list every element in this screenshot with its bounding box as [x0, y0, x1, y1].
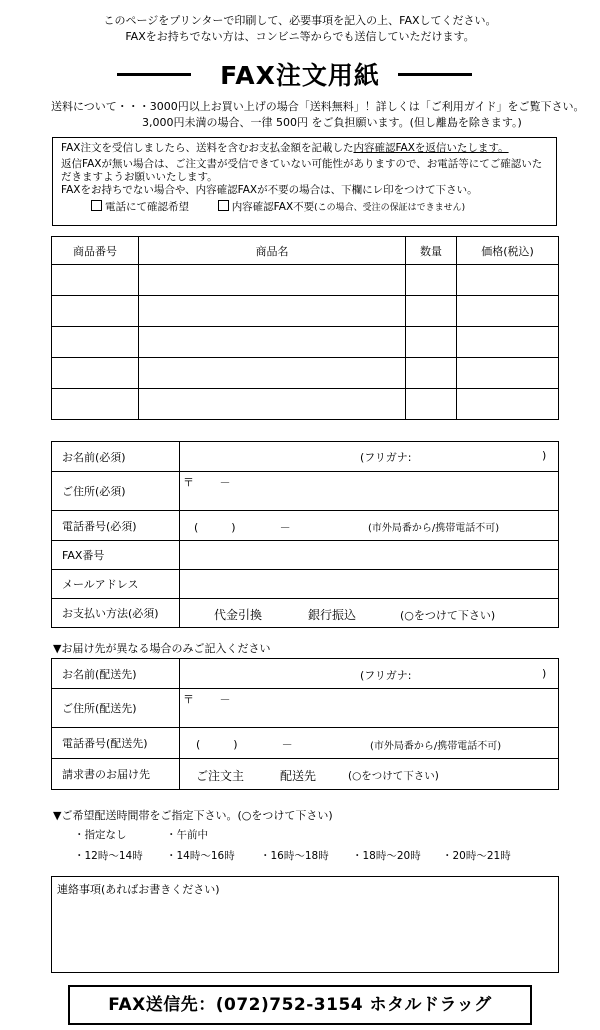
product-name-cell[interactable] [139, 296, 406, 327]
delivery-name-label: お名前(配送先) [52, 659, 180, 689]
shipping-line-2: 3,000円未満の場合、一律 500円 をご負担願います。(但し離島を除きます。) [142, 116, 522, 129]
payment-label: お支払い方法(必須) [52, 599, 180, 628]
furigana-label: (フリガナ: [360, 451, 412, 464]
intro-line-1: このページをプリンターで印刷して、必要事項を記入の上、FAXしてください。 [103, 14, 497, 27]
delivery-postal-mark: 〒 － [183, 693, 231, 706]
email-field[interactable] [180, 570, 559, 599]
notice-text-3: FAXをお持ちでない場合や、内容確認FAXが不要の場合は、下欄にレ印をつけて下さい。 [61, 184, 478, 196]
delivery-address-field[interactable] [180, 689, 559, 728]
product-name-cell[interactable] [139, 389, 406, 420]
delivery-phone-label: 電話番号(配送先) [52, 728, 180, 759]
product-code-cell[interactable] [52, 327, 139, 358]
header-product-name: 商品名 [139, 237, 406, 265]
product-code-cell[interactable] [52, 265, 139, 296]
phone-confirm-checkbox[interactable] [91, 200, 102, 211]
product-row [52, 327, 559, 358]
quantity-cell[interactable] [406, 358, 457, 389]
price-cell[interactable] [457, 327, 559, 358]
invoice-label: 請求書のお届け先 [52, 759, 180, 790]
product-row [52, 358, 559, 389]
email-label: メールアドレス [52, 570, 180, 599]
notice-text-1: FAX注文を受信しましたら、送料を含むお支払金額を記載した [61, 142, 354, 154]
payment-cod[interactable]: 代金引換 [214, 608, 263, 622]
product-table [51, 236, 559, 420]
no-fax-checkbox[interactable] [218, 200, 229, 211]
header-product-code: 商品番号 [52, 237, 139, 265]
invoice-opt-recipient[interactable]: 配送先 [280, 769, 317, 783]
name-field[interactable] [180, 442, 559, 472]
memo-label: 連絡事項(あればお書きください) [57, 883, 220, 896]
invoice-field[interactable] [180, 759, 559, 790]
postal-mark: 〒 － [183, 476, 231, 489]
phone-format: ( ) － [194, 521, 291, 534]
product-name-cell[interactable] [139, 358, 406, 389]
product-row [52, 265, 559, 296]
time-slot-18-20[interactable]: ・18時～20時 [352, 850, 421, 862]
delivery-furigana-close: ) [542, 667, 547, 680]
time-opt-none[interactable]: ・指定なし [74, 829, 127, 841]
invoice-opt-orderer[interactable]: ご注文主 [196, 769, 245, 783]
product-name-cell[interactable] [139, 265, 406, 296]
product-code-cell[interactable] [52, 358, 139, 389]
delivery-address-label: ご住所(配送先) [52, 689, 180, 728]
shipping-line-1: 送料について・・・3000円以上お買い上げの場合「送料無料」！詳しくは「ご利用ガイド」をご覧下さい。 [51, 100, 585, 113]
intro-line-2: FAXをお持ちでない方は、コンビニ等からでも送信していただけます。 [125, 30, 475, 43]
fax-destination: FAX送信先：(072)752-3154 ホタルドラッグ [68, 985, 532, 1025]
address-field[interactable] [180, 472, 559, 511]
no-fax-note: (この場合、受注の保証はできません) [314, 203, 466, 213]
invoice-note: (○をつけて下さい) [348, 770, 439, 782]
price-cell[interactable] [457, 296, 559, 327]
phone-confirm-label: 電話にて確認希望 [105, 201, 189, 213]
no-fax-label: 内容確認FAX不要 [231, 201, 315, 213]
fax-label: FAX番号 [52, 541, 180, 570]
payment-note: (○をつけて下さい) [400, 609, 496, 622]
delivery-phone-field[interactable] [180, 728, 559, 759]
form-title [0, 56, 600, 90]
delivery-furigana-label: (フリガナ: [360, 669, 412, 682]
phone-note: (市外局番から/携帯電話不可) [368, 523, 500, 534]
product-code-cell[interactable] [52, 389, 139, 420]
phone-field[interactable] [180, 511, 559, 541]
customer-table [51, 441, 559, 628]
time-opt-am[interactable]: ・午前中 [166, 829, 208, 841]
phone-label: 電話番号(必須) [52, 511, 180, 541]
quantity-cell[interactable] [406, 296, 457, 327]
notice-box [52, 137, 557, 226]
time-slot-20-21[interactable]: ・20時～21時 [442, 850, 511, 862]
address-label: ご住所(必須) [52, 472, 180, 511]
time-slot-16-18[interactable]: ・16時～18時 [260, 850, 329, 862]
price-cell[interactable] [457, 265, 559, 296]
delivery-name-field[interactable] [180, 659, 559, 689]
time-heading: ▼ご希望配送時間帯をご指定下さい。(○をつけて下さい) [53, 809, 333, 822]
fax-field[interactable] [180, 541, 559, 570]
delivery-phone-note: (市外局番から/携帯電話不可) [370, 741, 502, 752]
delivery-table [51, 658, 559, 790]
header-price: 価格(税込) [457, 237, 559, 265]
title-rule-right [398, 73, 472, 76]
payment-bank[interactable]: 銀行振込 [308, 608, 357, 622]
payment-field[interactable] [180, 599, 559, 628]
time-slot-12-14[interactable]: ・12時～14時 [74, 850, 143, 862]
product-row [52, 296, 559, 327]
furigana-close: ) [542, 449, 547, 462]
price-cell[interactable] [457, 389, 559, 420]
notice-text-2: 返信FAXが無い場合は、ご注文書が受信できていない可能性がありますので、お電話等にてご確認いただきますようお願いいたします。 [61, 158, 543, 183]
quantity-cell[interactable] [406, 389, 457, 420]
product-row [52, 389, 559, 420]
quantity-cell[interactable] [406, 265, 457, 296]
quantity-cell[interactable] [406, 327, 457, 358]
product-name-cell[interactable] [139, 327, 406, 358]
name-label: お名前(必須) [52, 442, 180, 472]
page-title: FAX注文用紙 [220, 61, 380, 90]
product-code-cell[interactable] [52, 296, 139, 327]
price-cell[interactable] [457, 358, 559, 389]
delivery-heading: ▼お届け先が異なる場合のみご記入ください [53, 642, 271, 655]
time-slot-14-16[interactable]: ・14時～16時 [166, 850, 235, 862]
header-quantity: 数量 [406, 237, 457, 265]
memo-box[interactable] [51, 876, 559, 973]
delivery-phone-format: ( ) － [196, 738, 293, 751]
product-header-row [52, 237, 559, 265]
notice-underline: 内容確認FAXを返信いたします。 [353, 142, 509, 154]
